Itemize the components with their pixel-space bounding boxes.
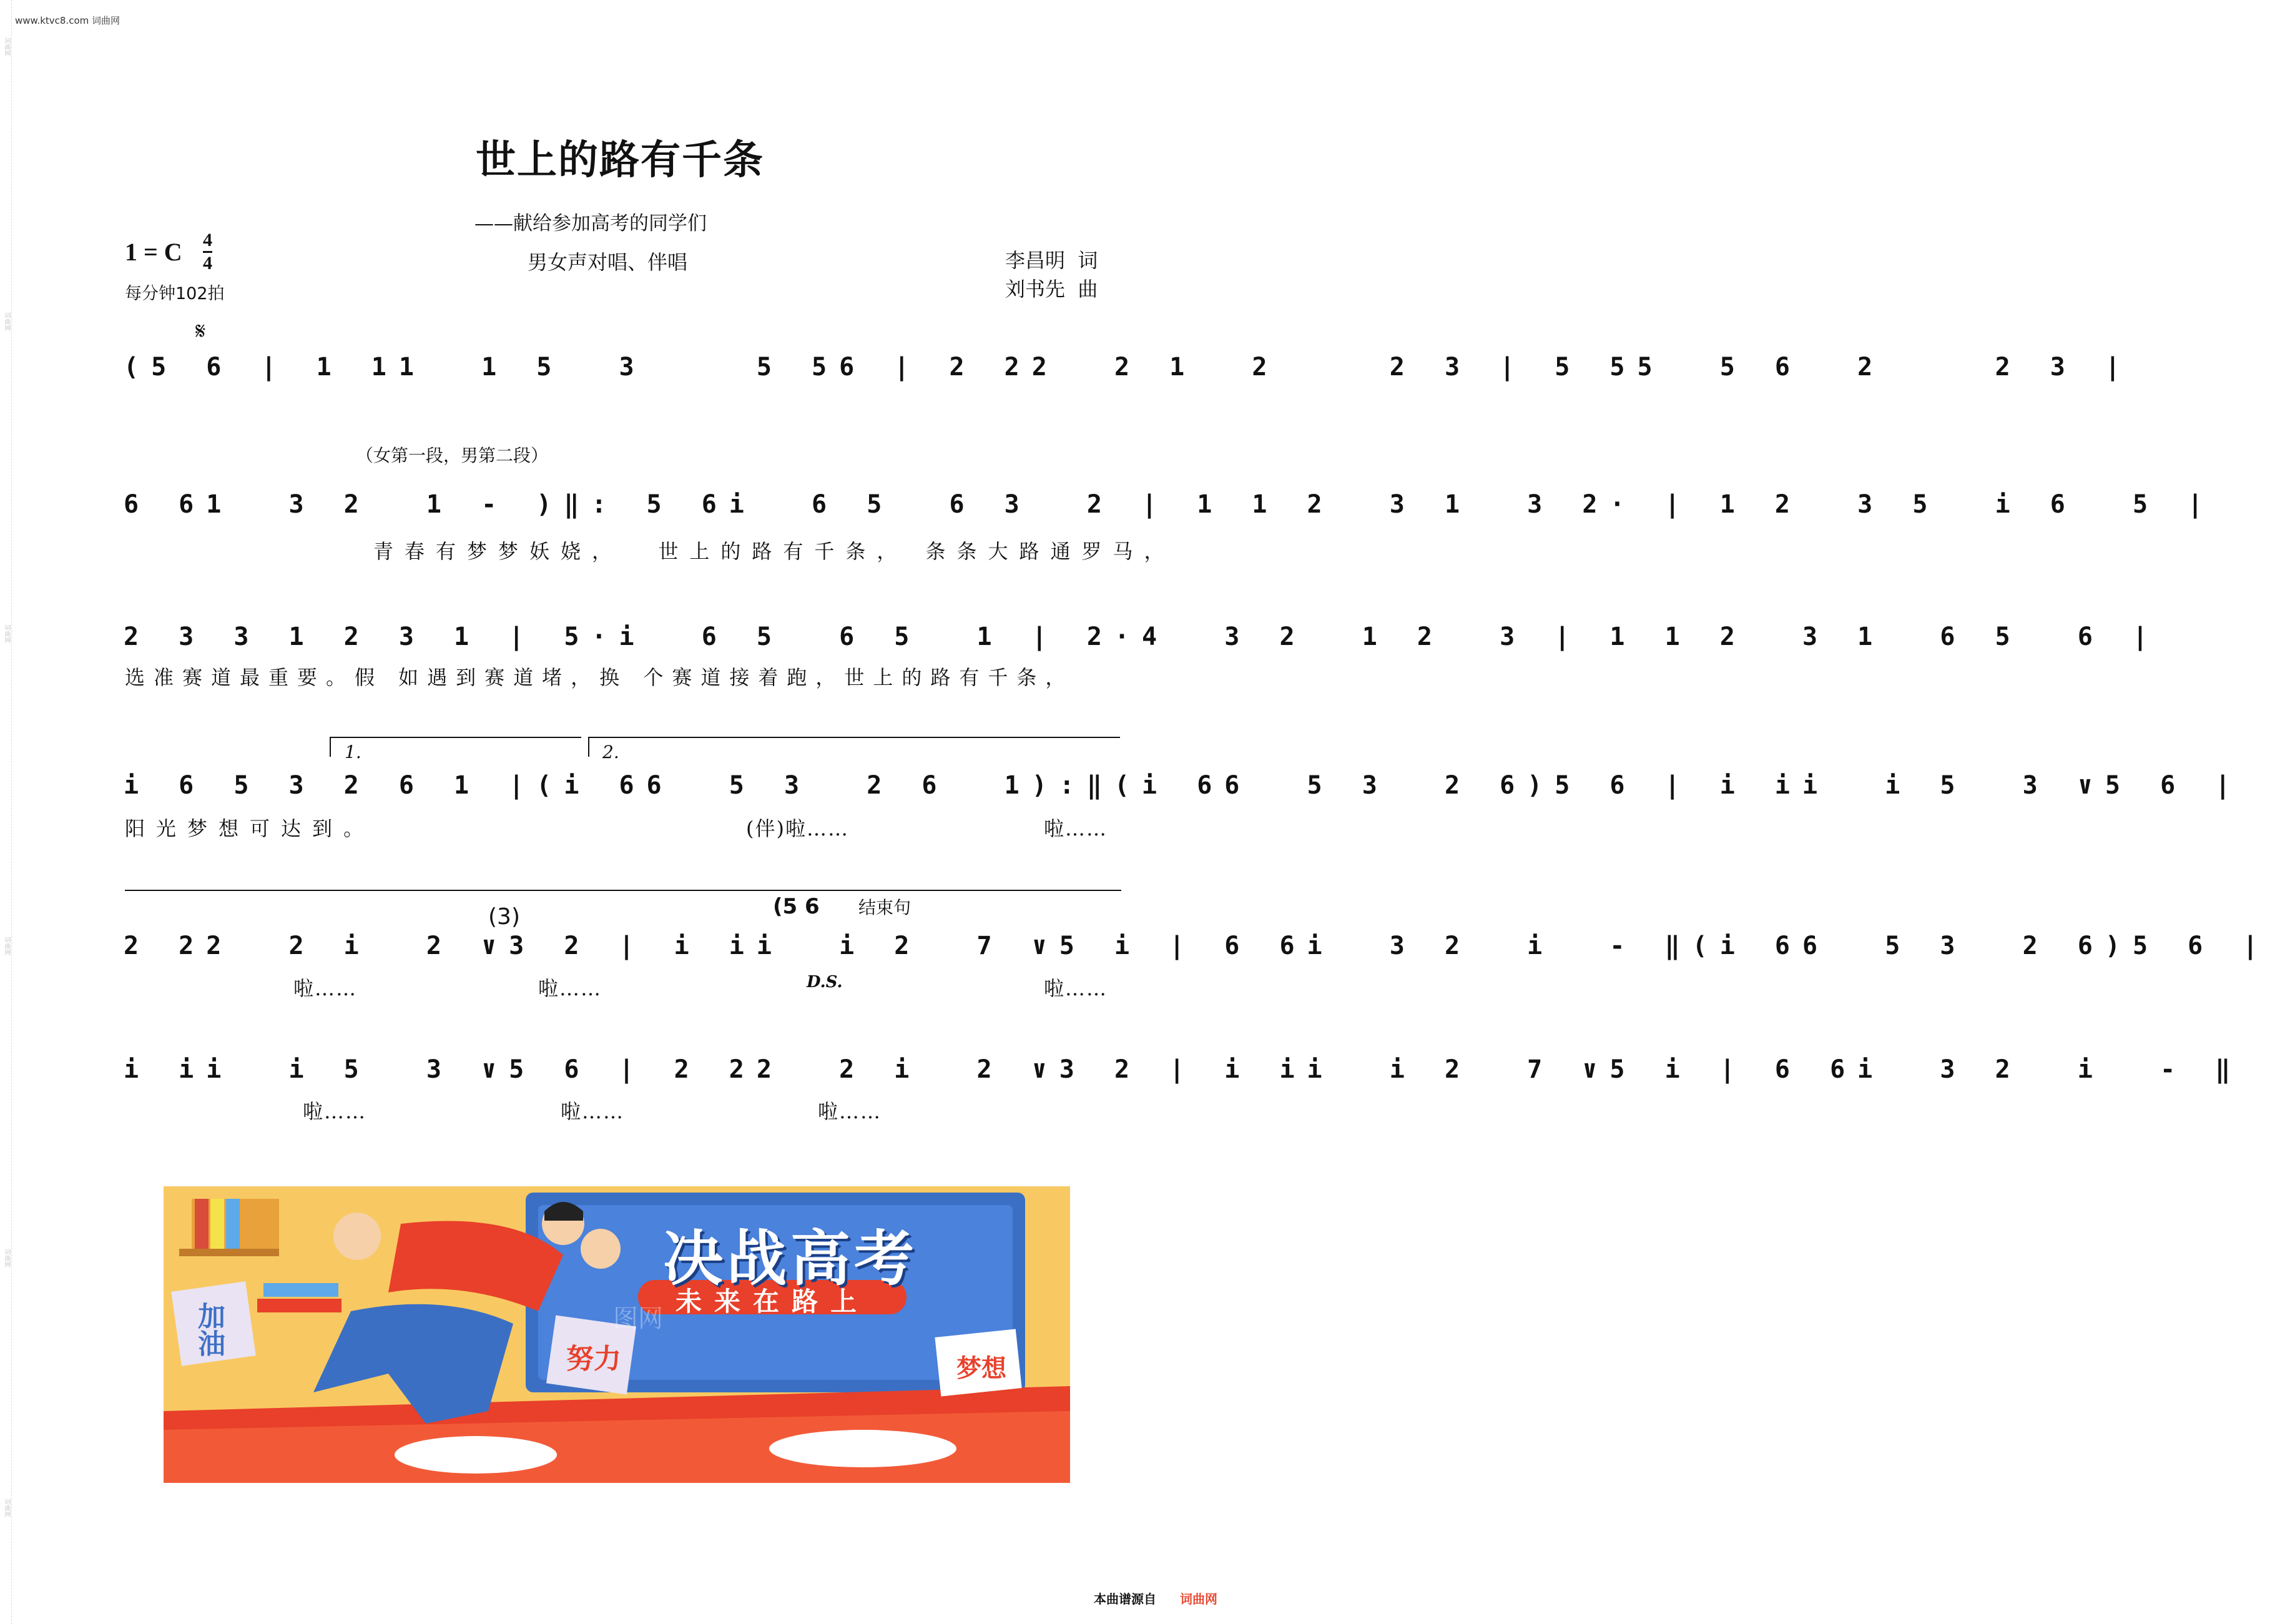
banner-sticker-mengxiang: 梦想 <box>956 1354 1006 1383</box>
footer-brand-link[interactable]: 词曲网 <box>1180 1592 1217 1607</box>
staff-line-2: 6 61 3 2 1 - )‖: 5 6i 6 5 6 3 2 | 1 1 2 3 1 3 2· | 1 2 3 5 i 6 5 | <box>124 490 2216 519</box>
staff-line-1: (5 6 | 1 11 1 5 3 5 56 | 2 22 2 1 2 2 3 | 5 55 5 6 2 2 3 | <box>124 353 2133 381</box>
system-line <box>125 890 1121 891</box>
lyrics-accompaniment: (伴)啦…… <box>746 817 849 840</box>
key-signature: 1 = C <box>125 238 182 266</box>
gutter-watermark: 词曲网 <box>3 312 10 331</box>
lyrics-la: 啦…… <box>1044 977 1108 1000</box>
lyrics-la: 啦…… <box>818 1100 882 1123</box>
exam-banner[interactable] <box>164 1186 1070 1483</box>
gutter-watermark: 词曲网 <box>3 937 10 955</box>
banner-main-title: 决战高考 <box>663 1224 918 1294</box>
lyrics-la: 啦…… <box>538 977 602 1000</box>
volta-2-label: 2. <box>602 742 619 762</box>
parenthetical-note: (3) <box>488 904 520 930</box>
composer-credit: 刘书先 曲 <box>1005 277 1098 301</box>
banner-illustration <box>164 1186 1070 1483</box>
time-bottom: 4 <box>203 253 212 273</box>
section-note: （女第一段，男第二段） <box>356 445 549 466</box>
left-gutter <box>0 0 12 1624</box>
parenthetical-notes: (5 6 <box>773 894 820 919</box>
volta-2-line <box>588 737 1120 738</box>
footer-source: 本曲谱源自 <box>1094 1592 1156 1607</box>
song-subtitle: ——献给参加高考的同学们 <box>474 212 707 235</box>
lyrics-line-2: 青春有梦梦妖娆， 世上的路有千条， 条条大路通罗马， <box>373 539 1176 563</box>
volta-1-label: 1. <box>345 742 361 762</box>
volta-1-line <box>330 737 581 738</box>
volta-2-hook <box>588 737 589 757</box>
gutter-watermark: 词曲网 <box>3 1249 10 1267</box>
segno-sign: 𝄋 <box>195 317 206 345</box>
song-title: 世上的路有千条 <box>476 137 764 184</box>
staff-line-3: 2 3 3 1 2 3 1 | 5·i 6 5 6 5 1 | 2·4 3 2 1 2 3 | 1 1 2 3 1 6 5 6 | <box>124 623 2161 651</box>
time-top: 4 <box>203 230 212 250</box>
staff-line-6: i ii i 5 3 ∨5 6 | 2 22 2 i 2 ∨3 2 | i ii i 2 7 ∨5 i | 6 6i 3 2 i - ‖ <box>124 1055 2243 1084</box>
lyricist-credit: 李昌明 词 <box>1005 249 1098 272</box>
lyrics-line-4: 阳光梦想可达到。 <box>125 817 375 840</box>
site-url[interactable]: www.ktvc8.com 词曲网 <box>15 15 120 26</box>
dal-segno: D.S. <box>807 973 843 992</box>
banner-sticker-jiayou: 加油 <box>193 1302 225 1357</box>
banner-watermark: 图网 <box>613 1304 663 1333</box>
banner-sticker-nuli: 努力 <box>566 1343 621 1375</box>
lyrics-la: 啦…… <box>1044 817 1108 840</box>
lyrics-la: 啦…… <box>303 1100 367 1123</box>
performance-note: 男女声对唱、伴唱 <box>528 250 688 274</box>
lyrics-la: 啦…… <box>293 977 358 1000</box>
volta-1-hook <box>330 737 331 757</box>
ending-phrase-label: 结束句 <box>858 897 911 918</box>
staff-line-5: 2 22 2 i 2 ∨3 2 | i ii i 2 7 ∨5 i | 6 6i 3 2 i - ‖(i 66 5 3 2 6)5 6 | <box>124 932 2270 960</box>
lyrics-line-3: 选准赛道最重要。假 如遇到赛道堵，换 个赛道接着跑，世上的路有千条， <box>125 666 1074 689</box>
tempo-marking: 每分钟102拍 <box>125 284 225 303</box>
time-signature <box>203 231 212 273</box>
lyrics-la: 啦…… <box>561 1100 625 1123</box>
gutter-watermark: 词曲网 <box>3 624 10 643</box>
gutter-watermark: 词曲网 <box>3 37 10 56</box>
banner-subtitle: 未来在路上 <box>676 1286 870 1317</box>
gutter-watermark: 词曲网 <box>3 1499 10 1517</box>
staff-line-4: i 6 5 3 2 6 1 |(i 66 5 3 2 6 1):‖(i 66 5 3 2 6)5 6 | i ii i 5 3 ∨5 6 | <box>124 771 2243 800</box>
